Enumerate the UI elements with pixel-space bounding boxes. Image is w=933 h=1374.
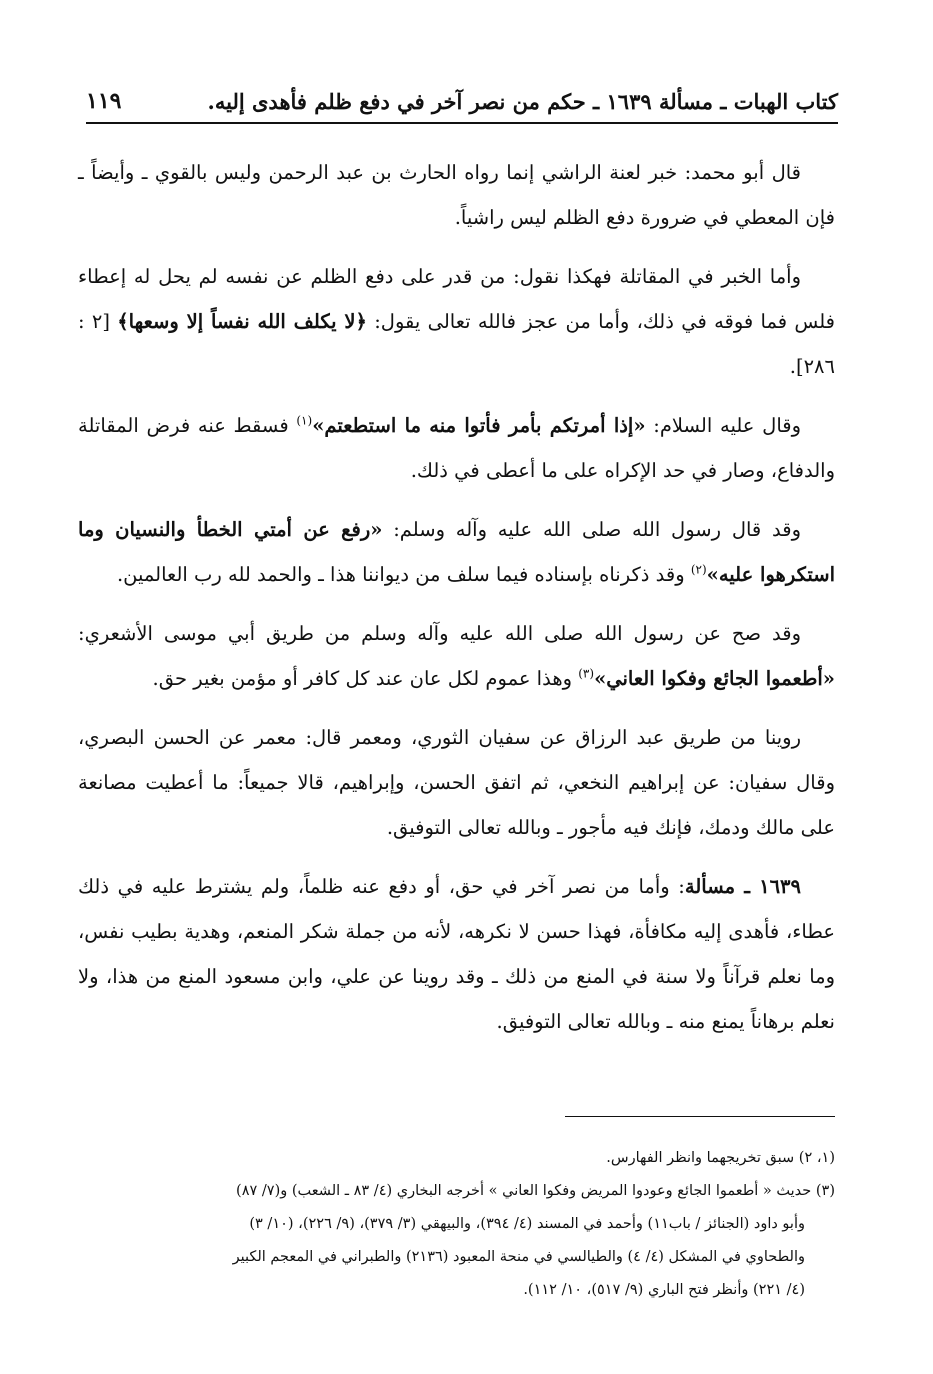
footnote-1-2: (١، ٢) سبق تخريجهما وانظر الفهارس.	[606, 1150, 835, 1166]
paragraph-text: وقد صح عن رسول الله صلى الله عليه وآله وسلم من طريق أبي موسى الأشعري:	[78, 622, 801, 645]
paragraph-text: وقد قال رسول الله صلى الله عليه وآله وسلم:	[382, 518, 801, 541]
footnote-rule	[565, 1116, 835, 1117]
running-header	[86, 78, 838, 114]
verse-reference: [٢ : ٢٨٦].	[78, 310, 835, 378]
hadith-quote: «أطعموا الجائع وفكوا العاني»	[594, 667, 835, 690]
paragraph-muqatala	[78, 254, 835, 389]
paragraph-atimu	[78, 611, 835, 701]
paragraph-issue-1639	[78, 864, 835, 1044]
paragraph-rufia	[78, 507, 835, 597]
quran-verse: ﴿لا يكلف الله نفساً إلا وسعها﴾	[117, 310, 367, 333]
issue-number: ١٦٣٩ ـ مسألة	[684, 875, 801, 898]
paragraph-text: وقد ذكرناه بإسناده فيما سلف من ديواننا هذا ـ والحمد لله رب العالمين.	[116, 563, 691, 586]
hadith-quote: «رفع عن أمتي الخطأ والنسيان وما استكرهوا عليه»	[78, 518, 835, 586]
main-text	[78, 150, 835, 1056]
paragraph-text: قال أبو محمد: خبر لعنة الراشي إنما رواه الحارث بن عبد الرحمن وليس بالقوي ـ وأيضاً ـ فإن المعطي في ضرورة دفع الظلم ليس راشياً.	[78, 161, 835, 229]
paragraph-riwaya	[78, 715, 835, 850]
paragraph-text: : وأما من نصر آخر في حق، أو دفع عنه ظلماً، ولم يشترط عليه في ذلك عطاء، فأهدى إليه مكافأة، فهذا حسن لا نكرهه، لأنه من جملة شكر المنعم، وهدية بطيب نفس، وما نعلم قرآناً ولا سنة في المنع من ذلك ـ وقد روينا عن علي، وابن مسعود المنع من هذا، ولا نعلم برهاناً يمنع منه ـ وبالله تعالى التوفيق.	[78, 875, 835, 1033]
running-title: كتاب الهبات ـ مسألة ١٦٣٩ ـ حكم من نصر آخر في دفع ظلم فأهدى إليه.	[207, 89, 838, 114]
footnote-marker: (١)	[296, 413, 313, 428]
footnote-marker: (٢)	[690, 562, 707, 577]
paragraph-text: وهذا عموم لكل عان عند كل كافر أو مؤمن بغير حق.	[152, 667, 579, 690]
page-number: ١١٩	[86, 88, 122, 114]
paragraph-text: فسقط عنه فرض المقاتلة والدفاع، وصار في حد الإكراه على ما أعطى في ذلك.	[78, 414, 835, 482]
paragraph-text: وأما الخبر في المقاتلة فهكذا نقول: من قدر على دفع الظلم عن نفسه لم يحل له إعطاء فلس فما فوقه في ذلك، وأما من عجز فالله تعالى يقول:	[78, 265, 835, 333]
footnotes	[74, 1142, 835, 1307]
footnote-marker: (٣)	[578, 666, 595, 681]
paragraph-text: وقال عليه السلام:	[645, 414, 801, 437]
hadith-quote: «إذا أمرتكم بأمر فأتوا منه ما استطعتم»	[312, 414, 646, 437]
footnote-3: (٣) حديث « أطعموا الجائع وعودوا المريض وفكوا العاني » أخرجه البخاري (٤/ ٨٣ ـ الشعب) و(٧/ ٨٧)	[236, 1183, 835, 1199]
paragraph-text: روينا من طريق عبد الرزاق عن سفيان الثوري، ومعمر قال: معمر عن الحسن البصري، وقال سفيان: عن إبراهيم النخعي، ثم اتفق الحسن، وإبراهيم، قالا جميعاً: ما أعطيت مصانعة على مالك ودمك، فإنك فيه مأجور ـ وبالله تعالى التوفيق.	[78, 726, 835, 839]
header-rule	[86, 122, 838, 124]
footnote-3-continued: والطحاوي في المشكل (٤/ ٤) والطيالسي في منحة المعبود (٢١٣٦) والطبراني في المعجم الكبير	[232, 1249, 805, 1265]
footnote-3-continued: (٤/ ٢٢١) وأنظر فتح الباري (٩/ ٥١٧)، ١٠/ ١١٢).	[523, 1282, 805, 1298]
paragraph-abu-muhammad	[78, 150, 835, 240]
paragraph-istataatum	[78, 403, 835, 493]
footnote-3-continued: وأبو داود (الجنائز / باب١١) وأحمد في المسند (٤/ ٣٩٤)، والبيهقي (٣/ ٣٧٩)، (٩/ ٢٢٦)، (١٠/ ٣)	[249, 1216, 805, 1232]
